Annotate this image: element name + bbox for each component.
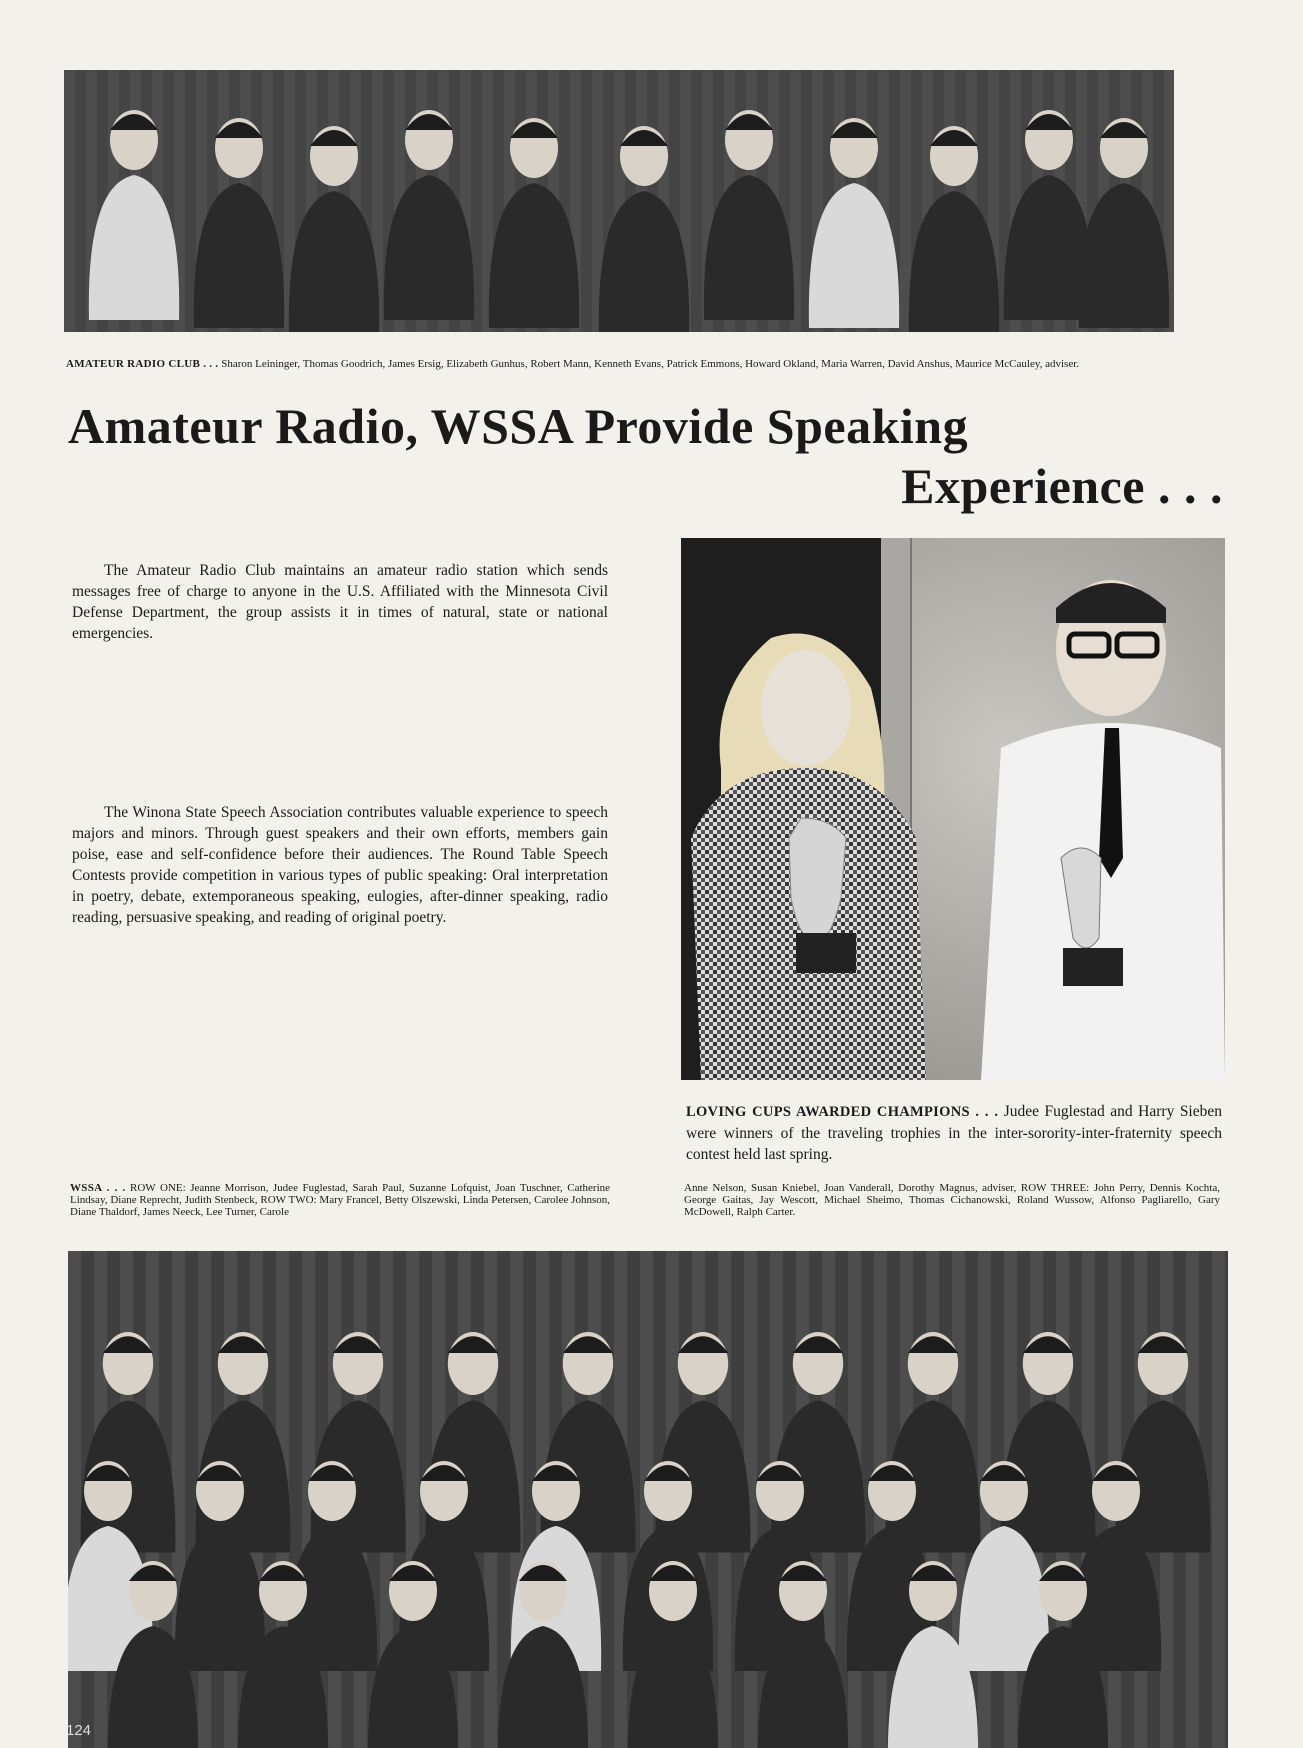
wssa-caption-right-names: Anne Nelson, Susan Kniebel, Joan Vanderall, Dorothy Magnus, adviser, ROW THREE: John Perry, Dennis Kochta, George Gaitas, Jay Wescott, Michael Sheimo, Thomas Cichanowski, Roland Wussow, Alfonso Pagliarello, Gary McDowell, Ralph Carter.	[684, 1182, 1220, 1218]
wssa-caption-left-names: ROW ONE: Jeanne Morrison, Judee Fuglestad, Sarah Paul, Suzanne Lofquist, Joan Tuschner, Catherine Lindsay, Diane Reprecht, Judith Stenbeck, ROW TWO: Mary Francel, Betty Olszewski, Linda Petersen, Carolee Johnson, Diane Thaldorf, James Neeck, Lee Turner, Carole	[70, 1182, 611, 1218]
cups-caption-text: Judee Fuglestad and Harry Sieben were winners of the traveling trophies in the inter-sorority-inter-fraternity speech contest held last spring.	[686, 1103, 1222, 1163]
headline-line-2: Experience . . .	[901, 458, 1223, 514]
loving-cups-photo	[681, 538, 1225, 1080]
wssa-caption-lead: WSSA . . .	[70, 1182, 126, 1194]
cups-caption-lead: LOVING CUPS AWARDED CHAMPIONS . . .	[686, 1104, 999, 1120]
wssa-caption-right	[684, 1182, 1220, 1218]
wssa-group-photo	[68, 1251, 1228, 1748]
radio-caption-names: Sharon Leininger, Thomas Goodrich, James Ersig, Elizabeth Gunhus, Robert Mann, Kenneth Evans, Patrick Emmons, Howard Okland, Maria Warren, David Anshus, Maurice McCauley, adviser.	[221, 358, 1080, 370]
radio-caption-lead: AMATEUR RADIO CLUB . . .	[66, 358, 219, 370]
headline-line-1: Amateur Radio, WSSA Provide Speaking	[68, 398, 969, 454]
radio-photo-illustration	[64, 70, 1174, 332]
amateur-radio-paragraph: The Amateur Radio Club maintains an amateur radio station which sends messages free of charge to anyone in the U.S. Affiliated with the Minnesota Civil Defense Department, the group assists it in times of natural, state or national emergencies.	[72, 561, 608, 642]
amateur-radio-club-photo	[64, 70, 1174, 332]
wssa-paragraph: The Winona State Speech Association contributes valuable experience to speech majors and minors. Through guest speakers and their own efforts, members gain poise, ease and self-confidence before their audiences. The Round Table Speech Contests provide competition in various types of public speaking: Oral interpretation in poetry, debate, extemporaneous speaking, eulogies, after-dinner speaking, radio reading, persuasive speaking, and reading of original poetry.	[72, 803, 608, 926]
cups-photo-illustration	[681, 538, 1225, 1080]
wssa-caption-left	[70, 1182, 610, 1218]
amateur-radio-club-caption	[66, 358, 1164, 370]
wssa-photo-illustration	[68, 1251, 1228, 1748]
page-number: 124	[66, 1722, 92, 1739]
loving-cups-caption	[686, 1101, 1222, 1165]
